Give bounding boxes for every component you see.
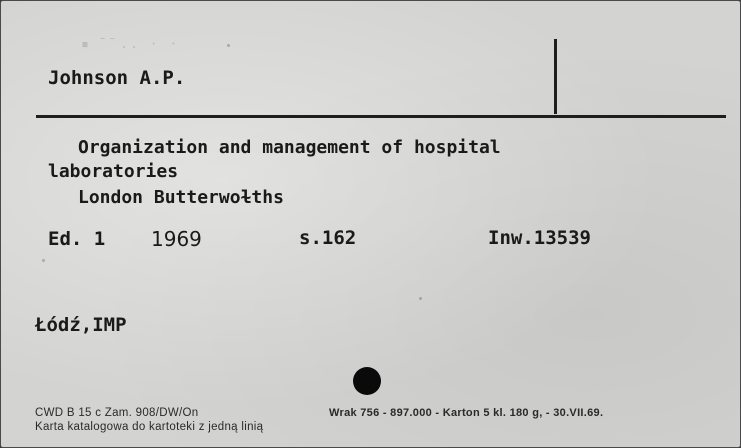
paper-speck [42, 259, 45, 262]
library-location: Łódź,IMP [35, 314, 127, 336]
faded-stamp: ▪ ̄ ̄ .. · · [81, 37, 180, 52]
edition: Ed. 1 [48, 228, 106, 250]
title-line-1: Organization and management of hospital [78, 137, 501, 158]
paper-speck [419, 297, 422, 300]
horizontal-rule [36, 115, 726, 118]
footer-print-code: CWD B 15 c Zam. 908/DW/On [35, 407, 199, 419]
publication-year: 1969 [151, 227, 202, 251]
inventory-number: Inw.13539 [488, 227, 591, 249]
page-count: s.162 [299, 227, 357, 249]
punch-hole [353, 367, 381, 395]
publisher: London Butterwoɫths [78, 187, 284, 208]
author-name: Johnson A.P. [48, 67, 186, 89]
title-line-2: laboratories [48, 161, 179, 182]
footer-card-type: Karta katalogowa do kartoteki z jedną linią [35, 421, 264, 433]
paper-speck [227, 44, 230, 47]
footer-printer-info: Wrak 756 - 897.000 - Karton 5 kl. 180 g, - 30.VII.69. [329, 407, 604, 419]
vertical-rule [554, 39, 557, 114]
